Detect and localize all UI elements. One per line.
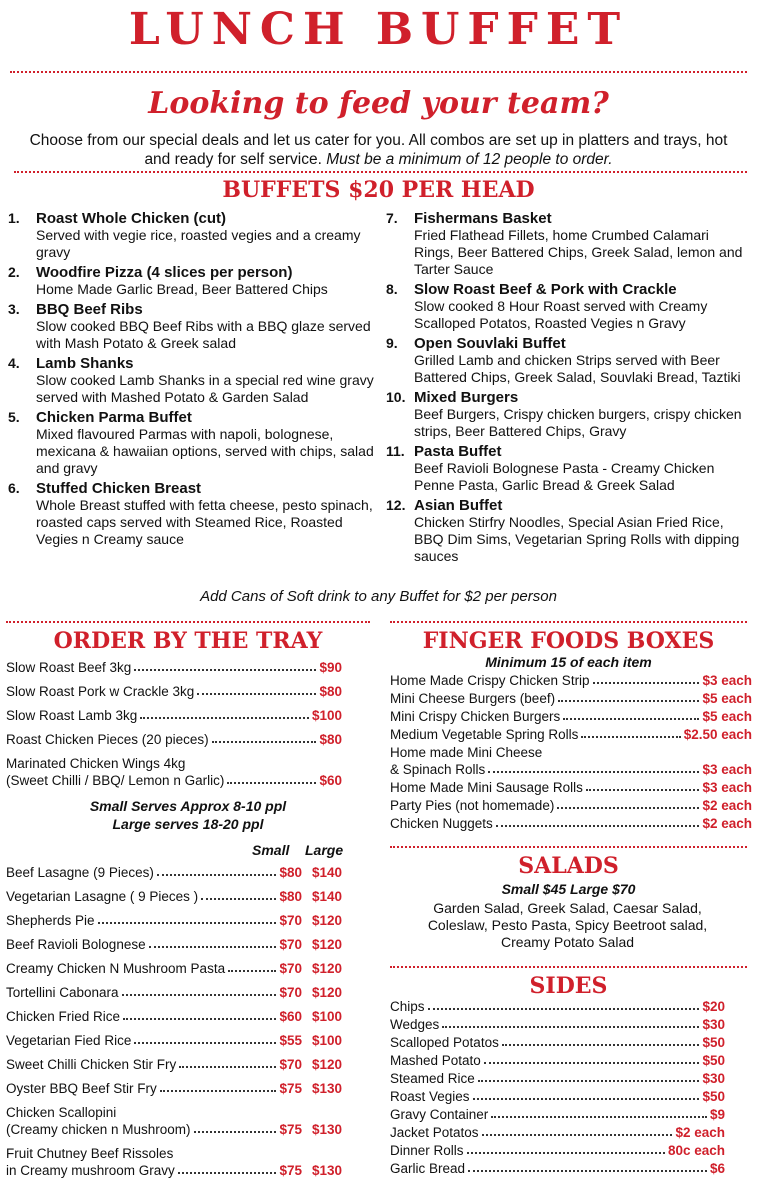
buffet-item: [8, 301, 378, 352]
sides-title: SIDES: [529, 973, 608, 999]
item-name: Home Made Mini Sausage Rolls: [390, 780, 583, 795]
dot-leader: [557, 807, 699, 809]
salads-title: SALADS: [518, 853, 619, 879]
buffet-item: [8, 210, 378, 261]
dot-leader: [558, 700, 699, 702]
price-small: $70: [279, 985, 302, 1000]
item-price: $30: [702, 1071, 725, 1086]
buffet-number: 5.: [8, 409, 20, 425]
price-large: $100: [311, 1033, 342, 1048]
buffet-desc: Beef Ravioli Bolognese Pasta - Creamy Chicken Penne Pasta, Garlic Bread & Greek Salad: [414, 460, 715, 493]
finger-item: [390, 691, 752, 706]
price-small: $70: [279, 961, 302, 976]
dot-leader: [194, 1131, 277, 1133]
dot-leader: [488, 771, 699, 773]
finger-item: [390, 798, 752, 813]
dot-leader: [134, 669, 316, 671]
tray-sized-item: [6, 1057, 342, 1072]
side-item: [390, 1017, 725, 1032]
buffet-number: 9.: [386, 335, 398, 351]
item-name: Mashed Potato: [390, 1053, 481, 1068]
buffet-number: 3.: [8, 301, 20, 317]
item-name: Mini Crispy Chicken Burgers: [390, 709, 561, 724]
dot-leader: [227, 782, 316, 784]
buffet-name: Woodfire Pizza (4 slices per person): [36, 264, 293, 281]
divider: [14, 171, 747, 173]
tray-sized-item: [6, 889, 342, 904]
buffet-desc: Grilled Lamb and chicken Strips served with Beer Battered Chips, Greek Salad, Souvlaki Bread, Taztiki: [414, 352, 741, 385]
price-small: $80: [279, 889, 302, 904]
buffet-number: 7.: [386, 210, 398, 226]
dot-leader: [157, 874, 277, 876]
tray-sized-item: [6, 937, 342, 952]
buffet-name: Roast Whole Chicken (cut): [36, 210, 227, 227]
item-name: Slow Roast Lamb 3kg: [6, 708, 138, 723]
buffet-number: 8.: [386, 281, 398, 297]
dot-leader: [123, 1018, 276, 1020]
item-name: Fruit Chutney Beef Rissoles: [6, 1146, 174, 1161]
dot-leader: [467, 1152, 665, 1154]
finger-item: [390, 709, 752, 724]
buffet-name: Lamb Shanks: [36, 355, 134, 372]
divider: [390, 621, 747, 623]
item-name: Garlic Bread: [390, 1161, 466, 1176]
side-item: [390, 999, 725, 1014]
tray-sized-item: [6, 985, 342, 1000]
buffet-number: 4.: [8, 355, 20, 371]
item-name: Party Pies (not homemade): [390, 798, 555, 813]
tray-item: [6, 773, 342, 788]
dot-leader: [581, 736, 680, 738]
dot-leader: [502, 1044, 700, 1046]
item-name: Tortellini Cabonara: [6, 985, 119, 1000]
tray-sized-item: [6, 961, 342, 976]
buffet-desc: Beef Burgers, Crispy chicken burgers, crispy chicken strips, Beer Battered Chips, Gravy: [414, 406, 742, 439]
divider: [390, 966, 747, 968]
intro-main: Choose from our special deals and let us cater for you. All combos are set up in platters and trays, hot and ready for self service.: [29, 132, 728, 168]
divider: [6, 621, 370, 623]
buffet-item: [8, 264, 378, 298]
item-price: $5 each: [702, 709, 752, 724]
price-large: $130: [311, 1122, 342, 1137]
dot-leader: [468, 1170, 707, 1172]
price-small: $60: [279, 1009, 302, 1024]
item-name: Chips: [390, 999, 425, 1014]
price-large: $140: [311, 865, 342, 880]
side-item: [390, 1125, 725, 1140]
dot-leader: [478, 1080, 700, 1082]
buffet-list-left: [8, 210, 378, 551]
buffet-item: [386, 210, 750, 278]
finger-item: [390, 816, 752, 831]
buffet-desc: Chicken Stirfry Noodles, Special Asian Fried Rice, BBQ Dim Sims, Vegetarian Spring Rolls with dipping sauces: [414, 514, 740, 564]
price-small: $70: [279, 937, 302, 952]
salads-line: Creamy Potato Salad: [500, 934, 635, 950]
item-name: Slow Roast Pork w Crackle 3kg: [6, 684, 195, 699]
item-price: $9: [709, 1107, 725, 1122]
buffet-number: 2.: [8, 264, 20, 280]
tray-title: ORDER BY THE TRAY: [53, 628, 323, 654]
price-small: $80: [279, 865, 302, 880]
tray-item: [6, 732, 342, 747]
finger-item: [390, 762, 752, 777]
dot-leader: [212, 741, 317, 743]
buffet-name: Open Souvlaki Buffet: [414, 335, 566, 352]
finger-item: [390, 673, 752, 688]
tagline: Looking to feed your team?: [148, 86, 609, 121]
item-name: Shepherds Pie: [6, 913, 95, 928]
price-large: $120: [311, 985, 342, 1000]
tray-sized-item: [6, 1122, 342, 1137]
item-name: Steamed Rice: [390, 1071, 475, 1086]
tray-sized-item: [6, 1081, 342, 1096]
buffet-desc: Home Made Garlic Bread, Beer Battered Chips: [36, 281, 328, 297]
item-price: $30: [702, 1017, 725, 1032]
buffet-desc: Mixed flavoured Parmas with napoli, bolognese, mexicana & hawaiian options, served with chips, salad and gravy: [36, 426, 374, 476]
price-large: $120: [311, 961, 342, 976]
item-price: 80c each: [667, 1143, 725, 1158]
tray-item: [6, 684, 342, 699]
item-name-cont: in Creamy mushroom Gravy: [6, 1163, 175, 1178]
buffet-item: [8, 480, 378, 548]
buffet-name: Asian Buffet: [414, 497, 503, 514]
price-small: $70: [279, 913, 302, 928]
dot-leader: [442, 1026, 699, 1028]
item-price: $90: [319, 660, 342, 675]
price-large: $120: [311, 1057, 342, 1072]
price-large: $140: [311, 889, 342, 904]
item-price: $80: [319, 684, 342, 699]
buffet-desc: Fried Flathead Fillets, home Crumbed Calamari Rings, Beer Battered Chips, Greek Salad, lemon and Tarter Sauce: [414, 227, 743, 277]
price-large: $100: [311, 1009, 342, 1024]
item-name-cont: (Sweet Chilli / BBQ/ Lemon n Garlic): [6, 773, 225, 788]
finger-foods-title: FINGER FOODS BOXES: [422, 628, 715, 654]
serves-small-note: Small Serves Approx 8-10 ppl: [89, 798, 287, 814]
dot-leader: [496, 825, 700, 827]
buffet-number: 12.: [386, 497, 406, 513]
dot-leader: [98, 922, 277, 924]
item-name: Roast Chicken Pieces (20 pieces): [6, 732, 209, 747]
item-price: $2 each: [675, 1125, 725, 1140]
dot-leader: [134, 1042, 276, 1044]
dot-leader: [149, 946, 277, 948]
tray-sized-item: [6, 1163, 342, 1178]
dot-leader: [586, 789, 700, 791]
buffet-number: 1.: [8, 210, 20, 226]
buffet-list-right: [386, 210, 750, 568]
price-small: $75: [279, 1163, 302, 1178]
item-name: Jacket Potatos: [390, 1125, 479, 1140]
item-name: Beef Lasagne (9 Pieces): [6, 865, 154, 880]
item-price: $80: [319, 732, 342, 747]
buffet-item: [386, 389, 750, 440]
intro-note: Must be a minimum of 12 people to order.: [326, 151, 613, 168]
drink-addon-note: Add Cans of Soft drink to any Buffet for $2 per person: [200, 588, 557, 605]
page-title: LUNCH BUFFET: [128, 4, 629, 55]
dot-leader: [201, 898, 276, 900]
item-price: $60: [319, 773, 342, 788]
item-name: Creamy Chicken N Mushroom Pasta: [6, 961, 226, 976]
finger-item: [390, 780, 752, 795]
price-small: $75: [279, 1081, 302, 1096]
item-price: $100: [311, 708, 342, 723]
item-name: Oyster BBQ Beef Stir Fry: [6, 1081, 157, 1096]
item-name: Slow Roast Beef 3kg: [6, 660, 132, 675]
serves-large-note: Large serves 18-20 ppl: [112, 816, 264, 832]
item-price: $3 each: [702, 673, 752, 688]
tray-sized-item: [6, 1033, 342, 1048]
item-price: $3 each: [702, 762, 752, 777]
side-item: [390, 1035, 725, 1050]
item-name: Roast Vegies: [390, 1089, 470, 1104]
buffet-item: [8, 355, 378, 406]
dot-leader: [228, 970, 276, 972]
item-price: $50: [702, 1053, 725, 1068]
dot-leader: [197, 693, 316, 695]
buffet-item: [386, 497, 750, 565]
buffet-number: 10.: [386, 389, 406, 405]
price-large: $120: [311, 937, 342, 952]
divider: [10, 71, 747, 73]
buffet-name: Fishermans Basket: [414, 210, 552, 227]
item-price: $5 each: [702, 691, 752, 706]
buffet-name: Pasta Buffet: [414, 443, 502, 460]
buffet-desc: Served with vegie rice, roasted vegies and a creamy gravy: [36, 227, 361, 260]
divider: [390, 846, 747, 848]
item-price: $20: [702, 999, 725, 1014]
buffet-name: Slow Roast Beef & Pork with Crackle: [414, 281, 677, 298]
tray-sized-item: [6, 913, 342, 928]
item-name: Chicken Fried Rice: [6, 1009, 121, 1024]
tray-item: [6, 660, 342, 675]
buffet-item: [386, 335, 750, 386]
buffets-title: BUFFETS $20 PER HEAD: [222, 177, 535, 203]
tray-item: [6, 708, 342, 723]
item-name-cont: (Creamy chicken n Mushroom): [6, 1122, 191, 1137]
side-item: [390, 1089, 725, 1104]
side-item: [390, 1143, 725, 1158]
item-price: $50: [702, 1035, 725, 1050]
item-name: Beef Ravioli Bolognese: [6, 937, 146, 952]
dot-leader: [179, 1066, 276, 1068]
buffet-item: [8, 409, 378, 477]
buffet-number: 11.: [386, 443, 405, 459]
price-large: $120: [311, 913, 342, 928]
salads-line: Coleslaw, Pesto Pasta, Spicy Beetroot salad,: [427, 917, 708, 933]
price-small: $75: [279, 1122, 302, 1137]
item-name: Dinner Rolls: [390, 1143, 464, 1158]
item-name: Chicken Nuggets: [390, 816, 493, 831]
buffet-number: 6.: [8, 480, 20, 496]
side-item: [390, 1107, 725, 1122]
buffet-name: BBQ Beef Ribs: [36, 301, 143, 318]
dot-leader: [160, 1090, 277, 1092]
price-small: $55: [279, 1033, 302, 1048]
item-name: Mini Cheese Burgers (beef): [390, 691, 556, 706]
item-name: Home Made Crispy Chicken Strip: [390, 673, 590, 688]
dot-leader: [178, 1172, 277, 1174]
side-item: [390, 1071, 725, 1086]
buffet-item: [386, 281, 750, 332]
dot-leader: [484, 1062, 700, 1064]
item-name: Scalloped Potatos: [390, 1035, 499, 1050]
dot-leader: [593, 682, 700, 684]
dot-leader: [473, 1098, 700, 1100]
item-name: Home made Mini Cheese: [390, 745, 543, 760]
item-price: $6: [709, 1161, 725, 1176]
tray-sized-item: [6, 1009, 342, 1024]
buffet-item: [386, 443, 750, 494]
item-price: $3 each: [702, 780, 752, 795]
salads-prices: Small $45 Large $70: [501, 881, 636, 897]
dot-leader: [140, 717, 309, 719]
buffet-name: Mixed Burgers: [414, 389, 519, 406]
item-price: $50: [702, 1089, 725, 1104]
item-name-cont: & Spinach Rolls: [390, 762, 486, 777]
buffet-name: Chicken Parma Buffet: [36, 409, 192, 426]
item-name: Medium Vegetable Spring Rolls: [390, 727, 579, 742]
dot-leader: [428, 1008, 700, 1010]
finger-foods-subtitle: Minimum 15 of each item: [485, 654, 652, 670]
dot-leader: [491, 1116, 707, 1118]
price-large: $130: [311, 1163, 342, 1178]
item-name: Gravy Container: [390, 1107, 489, 1122]
price-large: $130: [311, 1081, 342, 1096]
item-name: Wedges: [390, 1017, 440, 1032]
finger-item: [390, 727, 752, 742]
item-price: $2 each: [702, 798, 752, 813]
dot-leader: [563, 718, 699, 720]
buffet-desc: Slow cooked BBQ Beef Ribs with a BBQ glaze served with Mash Potato & Greek salad: [36, 318, 371, 351]
side-item: [390, 1161, 725, 1176]
buffet-desc: Whole Breast stuffed with fetta cheese, pesto spinach, roasted caps served with Steamed Rice, Roasted Vegies n Creamy sauce: [36, 497, 373, 547]
buffet-name: Stuffed Chicken Breast: [36, 480, 202, 497]
col-large-header: Large: [305, 842, 344, 858]
intro-text: [20, 131, 737, 169]
side-item: [390, 1053, 725, 1068]
buffet-desc: Slow cooked Lamb Shanks in a special red wine gravy served with Mashed Potato & Garden Salad: [36, 372, 374, 405]
item-name: Chicken Scallopini: [6, 1105, 117, 1120]
buffet-desc: Slow cooked 8 Hour Roast served with Creamy Scalloped Potatos, Roasted Vegies n Gravy: [414, 298, 708, 331]
item-price: $2 each: [702, 816, 752, 831]
salads-line: Garden Salad, Greek Salad, Caesar Salad,: [433, 900, 702, 916]
item-name: Vegetarian Fied Rice: [6, 1033, 132, 1048]
dot-leader: [122, 994, 277, 996]
item-price: $2.50 each: [683, 727, 752, 742]
item-name: Marinated Chicken Wings 4kg: [6, 756, 186, 771]
col-small-header: Small: [252, 842, 290, 858]
price-small: $70: [279, 1057, 302, 1072]
item-name: Sweet Chilli Chicken Stir Fry: [6, 1057, 177, 1072]
dot-leader: [482, 1134, 673, 1136]
item-name: Vegetarian Lasagne ( 9 Pieces ): [6, 889, 199, 904]
tray-sized-item: [6, 865, 342, 880]
